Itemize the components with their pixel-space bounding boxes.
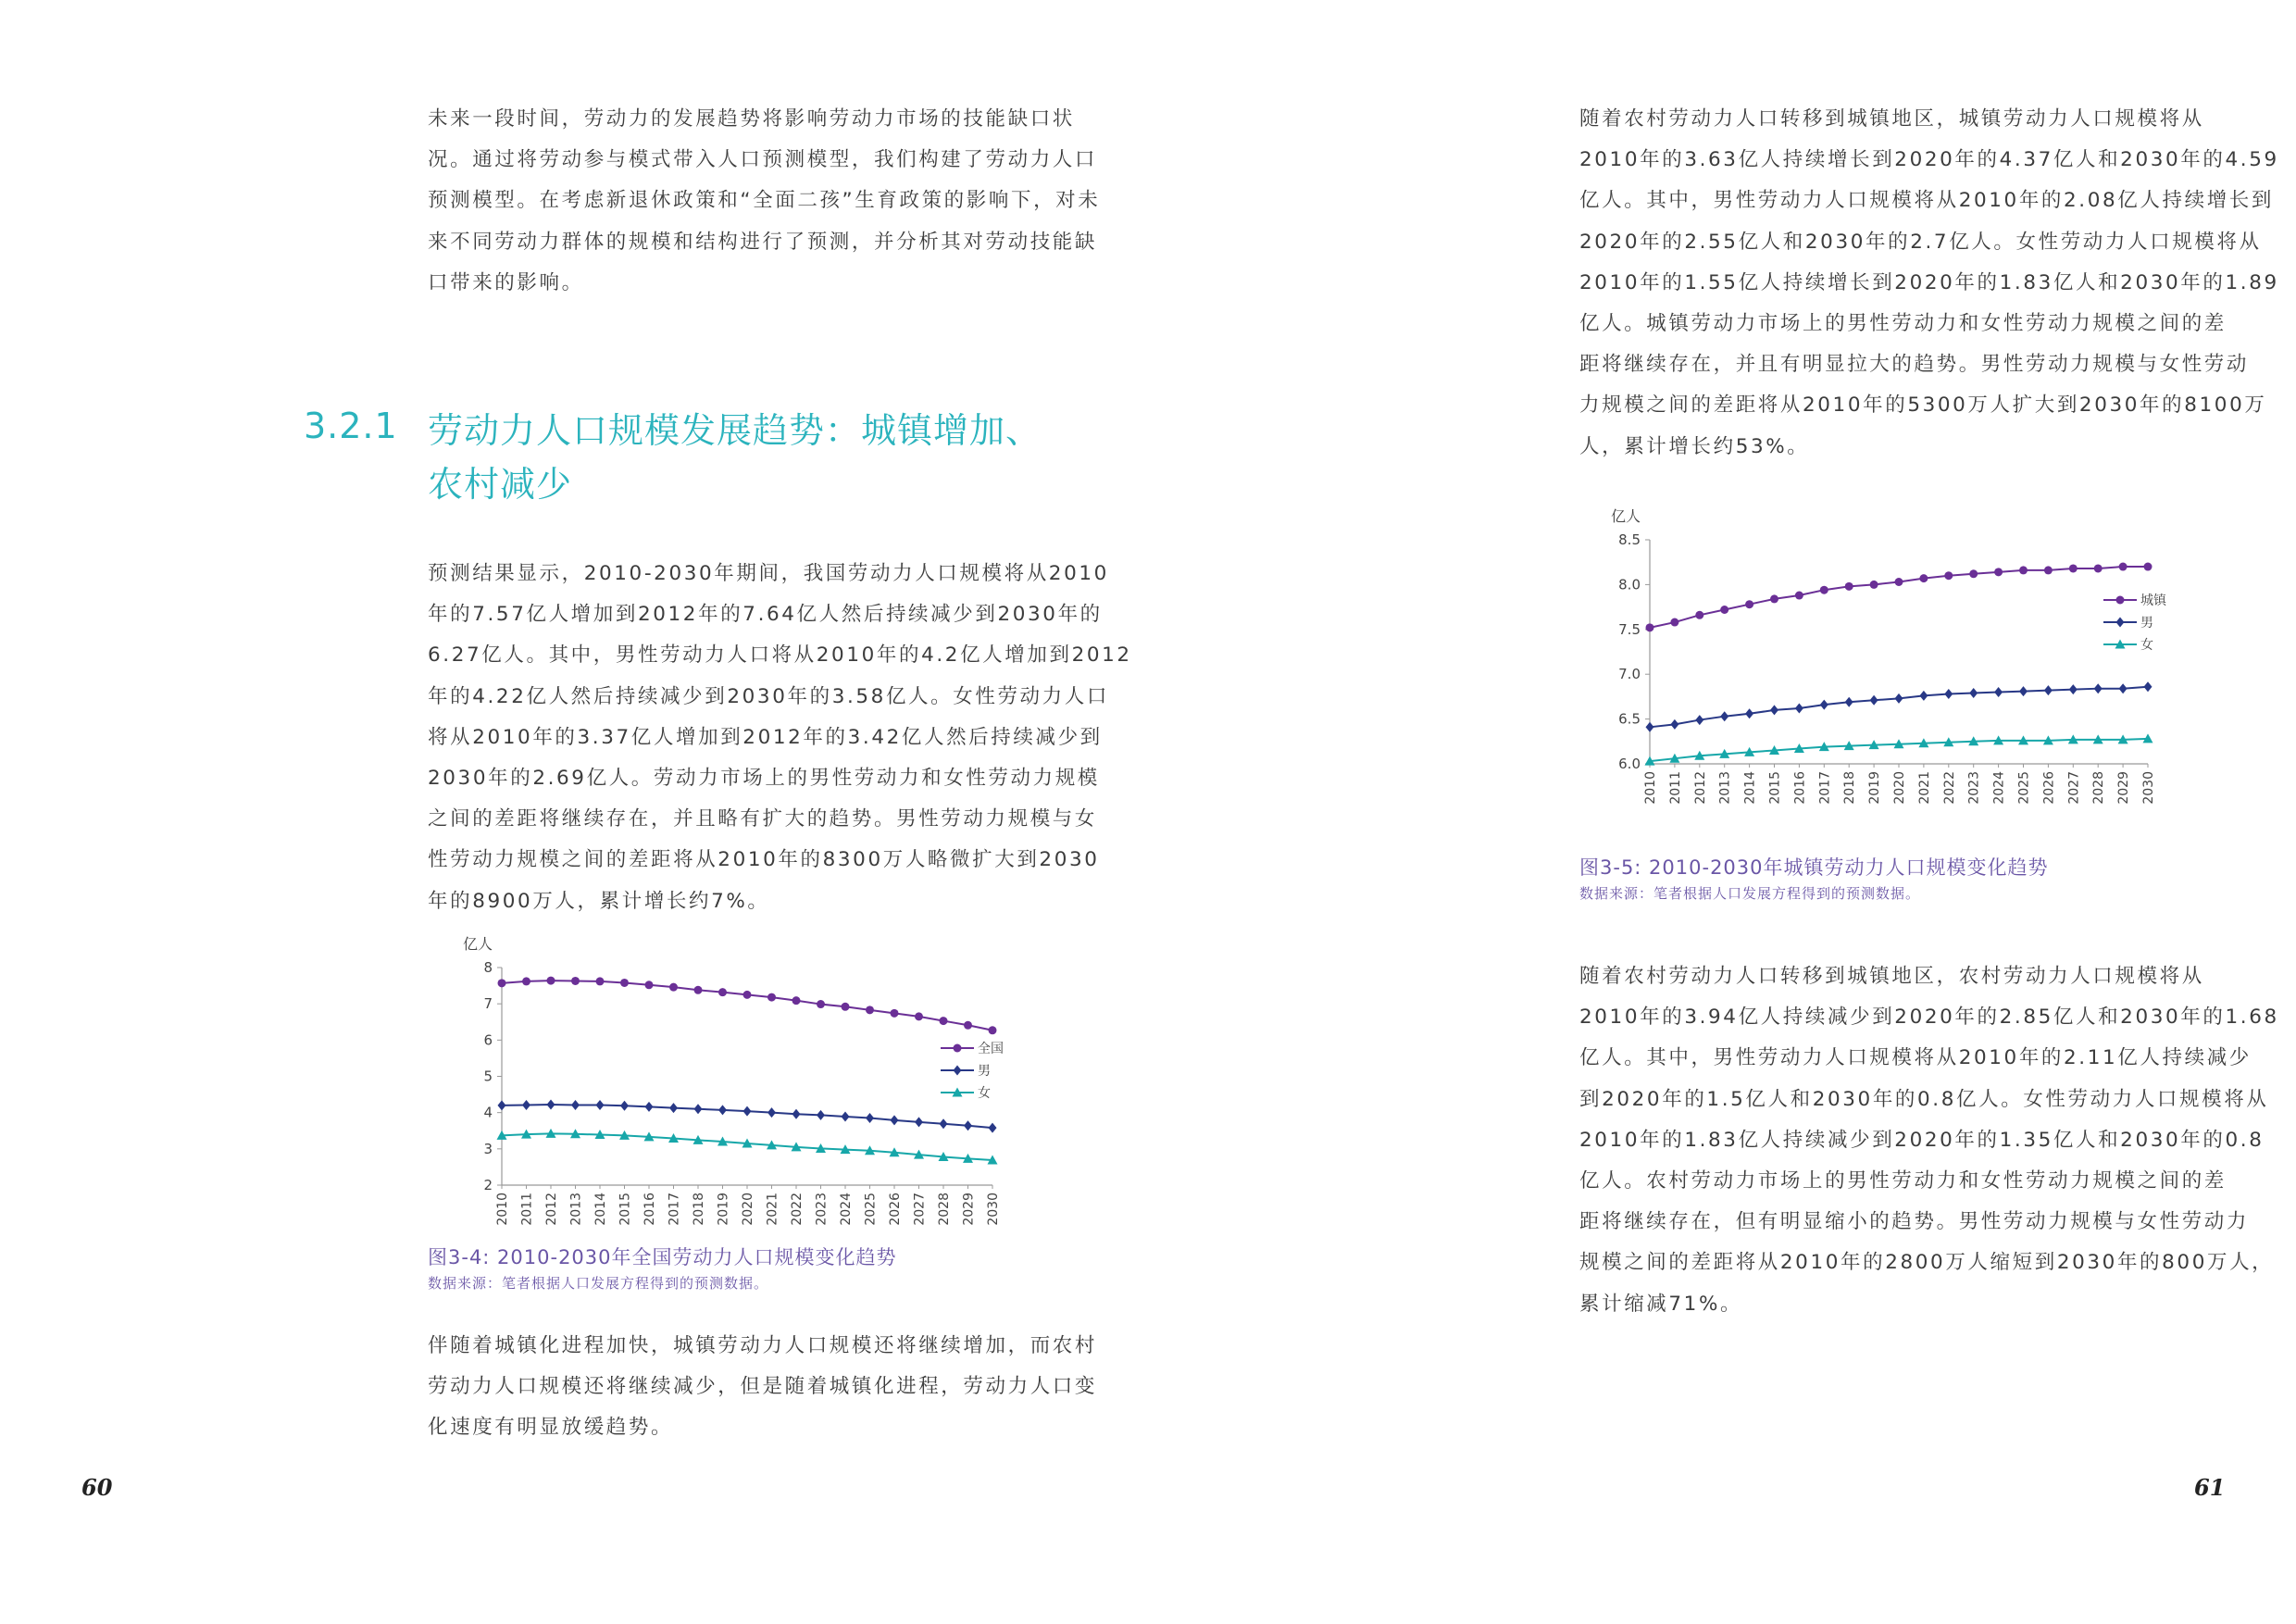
- y-tick-label: 8: [483, 959, 493, 976]
- text-line: 到2020年的1.5亿人和2030年的0.8亿人。女性劳动力人口规模将从: [1579, 1087, 2269, 1111]
- data-point: [694, 986, 703, 994]
- text-line: 年的7.57亿人增加到2012年的7.64亿人然后持续减少到2030年的: [428, 603, 1103, 627]
- data-point: [596, 1100, 605, 1110]
- x-tick-label: 2030: [2141, 771, 2156, 805]
- text-line: 力规模之间的差距将从2010年的5300万人扩大到2030年的8100万: [1579, 394, 2267, 418]
- data-point: [1670, 618, 1678, 627]
- data-point: [2019, 566, 2028, 574]
- data-point: [1870, 581, 1878, 589]
- data-point: [1670, 719, 1678, 730]
- urban-paragraph: [1579, 99, 2279, 468]
- data-point: [964, 1021, 972, 1030]
- x-tick-label: 2019: [1867, 771, 1883, 805]
- data-point: [1695, 611, 1703, 619]
- data-point: [940, 1118, 948, 1129]
- data-point: [645, 1102, 654, 1112]
- national-labor-chart: [435, 931, 1046, 1236]
- data-point: [1820, 700, 1828, 710]
- x-tick-label: 2023: [814, 1193, 830, 1226]
- urban-labor-chart: [1585, 505, 2196, 810]
- y-tick-label: 8.5: [1618, 531, 1641, 548]
- text-line: 将从2010年的3.37亿人增加到2012年的3.42亿人然后持续减少到: [428, 725, 1103, 749]
- data-point: [989, 1026, 997, 1034]
- legend-label: 全国: [978, 1042, 1004, 1056]
- x-tick-label: 2014: [593, 1193, 608, 1226]
- data-point: [1845, 697, 1853, 707]
- data-point: [743, 1106, 752, 1117]
- text-line: 来不同劳动力群体的规模和结构进行了预测，并分析其对劳动技能缺: [428, 230, 1098, 254]
- data-point: [2019, 686, 2028, 696]
- data-point: [2119, 683, 2128, 693]
- figure-source: 数据来源：笔者根据人口发展方程得到的预测数据。: [1579, 885, 1921, 902]
- x-tick-label: 2028: [937, 1193, 952, 1226]
- data-point: [620, 1101, 629, 1111]
- y-tick-label: 7: [483, 995, 493, 1013]
- data-point: [1944, 571, 1953, 580]
- text-line: 2010年的1.83亿人持续减少到2020年的1.35亿人和2030年的0.8: [1579, 1128, 2265, 1152]
- text-line: 年的4.22亿人然后持续减少到2030年的3.58亿人。女性劳动力人口: [428, 684, 1109, 708]
- series-女: [1645, 733, 2153, 765]
- section-number: 3.2.1: [304, 406, 398, 446]
- data-point: [2094, 564, 2103, 572]
- legend-label: 城镇: [2140, 593, 2166, 608]
- x-tick-label: 2024: [1991, 771, 2007, 805]
- x-tick-label: 2022: [790, 1193, 805, 1226]
- y-tick-label: 7.0: [1618, 666, 1641, 683]
- data-point: [743, 991, 752, 999]
- x-tick-label: 2029: [961, 1193, 977, 1226]
- text-line: 况。通过将劳动参与模式带入人口预测模型，我们构建了劳动力人口: [428, 148, 1098, 172]
- x-tick-label: 2014: [1742, 771, 1758, 805]
- x-tick-label: 2025: [863, 1193, 879, 1226]
- section-title-line: 劳动力人口规模发展趋势：城镇增加、: [428, 410, 1042, 451]
- legend-item: [941, 1042, 1004, 1056]
- y-tick-label: 5: [483, 1068, 493, 1085]
- data-point: [915, 1012, 923, 1020]
- data-point: [694, 1104, 703, 1114]
- x-tick-label: 2011: [1667, 771, 1683, 805]
- data-point: [1919, 691, 1928, 701]
- text-line: 亿人。其中，男性劳动力人口规模将从2010年的2.08亿人持续增长到: [1579, 189, 2274, 213]
- data-point: [2144, 563, 2152, 571]
- text-line: 性劳动力规模之间的差距将从2010年的8300万人略微扩大到2030: [428, 848, 1100, 872]
- text-line: 之间的差距将继续存在，并且略有扩大的趋势。男性劳动力规模与女: [428, 807, 1098, 831]
- text-line: 距将继续存在，但有明显缩小的趋势。男性劳动力规模与女性劳动力: [1579, 1210, 2250, 1234]
- series-城镇: [1646, 563, 2152, 632]
- x-tick-label: 2024: [839, 1193, 854, 1226]
- text-line: 随着农村劳动力人口转移到城镇地区，城镇劳动力人口规模将从: [1579, 107, 2204, 131]
- data-point: [767, 1107, 776, 1118]
- section-title: [428, 404, 1042, 511]
- data-point: [1646, 722, 1654, 732]
- data-point: [1770, 705, 1778, 715]
- x-tick-label: 2015: [1767, 771, 1783, 805]
- data-point: [964, 1120, 972, 1131]
- data-point: [1969, 569, 1978, 578]
- data-point: [718, 988, 727, 996]
- series-line: [502, 981, 992, 1031]
- data-point: [1994, 687, 2003, 697]
- text-line: 人，累计增长约53%。: [1579, 434, 1810, 458]
- x-tick-label: 2027: [2066, 771, 2082, 805]
- y-tick-label: 6: [483, 1031, 493, 1049]
- national-labor-chart-svg: [435, 931, 1046, 1236]
- x-tick-label: 2016: [643, 1193, 657, 1226]
- text-line: 亿人。城镇劳动力市场上的男性劳动力和女性劳动力规模之间的差: [1579, 312, 2227, 336]
- text-line: 化速度有明显放缓趋势。: [428, 1416, 674, 1440]
- x-tick-label: 2015: [618, 1193, 633, 1226]
- text-line: 亿人。农村劳动力市场上的男性劳动力和女性劳动力规模之间的差: [1579, 1169, 2227, 1193]
- data-point: [1720, 606, 1728, 614]
- x-tick-label: 2026: [2041, 771, 2057, 805]
- figure-caption: 图3-4: 2010-2030年全国劳动力人口规模变化趋势: [428, 1246, 897, 1268]
- text-line: 预测模型。在考虑新退休政策和“全面二孩”生育政策的影响下，对未: [428, 189, 1101, 213]
- data-point: [522, 1100, 530, 1110]
- page-number-right: 61: [2194, 1474, 2226, 1501]
- urban-labor-chart-svg: [1585, 505, 2196, 810]
- data-point: [1944, 689, 1953, 699]
- x-tick-label: 2013: [568, 1193, 584, 1226]
- x-tick-label: 2025: [2016, 771, 2032, 805]
- series-男: [498, 1100, 997, 1133]
- series-line: [1650, 567, 2148, 628]
- y-tick-label: 4: [483, 1104, 493, 1121]
- text-line: 2010年的3.94亿人持续减少到2020年的2.85亿人和2030年的1.68: [1579, 1006, 2279, 1030]
- text-line: 年的8900万人，累计增长约7%。: [428, 889, 770, 913]
- data-point: [522, 977, 530, 985]
- data-point: [940, 1017, 948, 1025]
- x-tick-label: 2012: [1692, 771, 1708, 805]
- data-point: [2044, 685, 2053, 695]
- x-tick-label: 2012: [544, 1193, 559, 1226]
- data-point: [2116, 596, 2125, 605]
- text-line: 预测结果显示，2010-2030年期间，我国劳动力人口规模将从2010: [428, 562, 1109, 585]
- series-全国: [498, 977, 997, 1035]
- data-point: [1969, 688, 1978, 698]
- text-line: 2010年的3.63亿人持续增长到2020年的4.37亿人和2030年的4.59: [1579, 148, 2279, 172]
- data-point: [547, 1100, 555, 1110]
- text-line: 累计缩减71%。: [1579, 1292, 1743, 1316]
- rural-paragraph: [1579, 956, 2279, 1325]
- y-tick-label: 6.0: [1618, 756, 1641, 772]
- figure-source: 数据来源：笔者根据人口发展方程得到的预测数据。: [428, 1275, 769, 1292]
- x-tick-label: 2017: [1817, 771, 1833, 805]
- data-point: [866, 1006, 874, 1014]
- legend-item: [2103, 616, 2153, 631]
- x-tick-label: 2028: [2091, 771, 2107, 805]
- data-point: [2119, 563, 2128, 571]
- x-tick-label: 2020: [1892, 771, 1907, 805]
- y-tick-label: 3: [483, 1140, 493, 1157]
- data-point: [817, 1110, 825, 1120]
- legend-label: 男: [2140, 616, 2153, 631]
- x-tick-label: 2018: [1842, 771, 1858, 805]
- text-line: 距将继续存在，并且有明显拉大的趋势。男性劳动力规模与女性劳动: [1579, 353, 2250, 377]
- page-number-left: 60: [81, 1474, 113, 1501]
- data-point: [954, 1066, 962, 1076]
- data-point: [1646, 623, 1654, 631]
- text-line: 规模之间的差距将从2010年的2800万人缩短到2030年的800万人，: [1579, 1251, 2275, 1275]
- data-point: [842, 1111, 850, 1121]
- text-line: 未来一段时间，劳动力的发展趋势将影响劳动力市场的技能缺口状: [428, 107, 1075, 131]
- body-paragraph: [428, 554, 1132, 922]
- figure-caption: 图3-5: 2010-2030年城镇劳动力人口规模变化趋势: [1579, 856, 2049, 879]
- x-tick-label: 2021: [765, 1193, 780, 1226]
- text-line: 2030年的2.69亿人。劳动力市场上的男性劳动力和女性劳动力规模: [428, 767, 1100, 791]
- data-point: [2069, 684, 2078, 694]
- data-point: [1820, 586, 1828, 594]
- y-tick-label: 8.0: [1618, 576, 1641, 593]
- legend-item: [2103, 638, 2153, 653]
- data-point: [915, 1117, 923, 1127]
- data-point: [1795, 592, 1803, 600]
- data-point: [866, 1113, 874, 1123]
- intro-paragraph: [428, 99, 1100, 304]
- section-title-line: 农村减少: [428, 464, 573, 505]
- x-tick-label: 2016: [1792, 771, 1808, 805]
- x-tick-label: 2010: [495, 1193, 510, 1226]
- data-point: [1895, 693, 1903, 704]
- y-tick-label: 2: [483, 1177, 493, 1193]
- text-line: 伴随着城镇化进程加快，城镇劳动力人口规模还将继续增加，而农村: [428, 1334, 1098, 1357]
- legend-item: [941, 1086, 991, 1101]
- data-point: [891, 1009, 899, 1018]
- data-point: [891, 1115, 899, 1125]
- data-point: [767, 993, 776, 1002]
- x-tick-label: 2022: [1941, 771, 1957, 805]
- x-tick-label: 2019: [716, 1193, 731, 1226]
- data-point: [792, 996, 801, 1005]
- data-point: [669, 1103, 678, 1113]
- data-point: [1895, 578, 1903, 586]
- data-point: [1770, 594, 1778, 603]
- data-point: [989, 1123, 997, 1133]
- data-point: [954, 1044, 962, 1053]
- data-point: [498, 979, 506, 987]
- series-女: [497, 1129, 998, 1165]
- data-point: [571, 977, 580, 985]
- legend-item: [2103, 593, 2167, 608]
- x-tick-label: 2017: [667, 1193, 682, 1226]
- text-line: 亿人。其中，男性劳动力人口规模将从2010年的2.11亿人持续减少: [1579, 1046, 2252, 1070]
- data-point: [1994, 568, 2003, 576]
- text-line: 劳动力人口规模还将继续减少，但是随着城镇化进程，劳动力人口变: [428, 1375, 1098, 1399]
- data-point: [1745, 708, 1753, 718]
- data-point: [817, 1000, 825, 1008]
- data-point: [2116, 618, 2125, 628]
- x-tick-label: 2013: [1717, 771, 1733, 805]
- legend-label: 女: [2140, 638, 2153, 653]
- data-point: [1919, 574, 1928, 582]
- text-line: 2020年的2.55亿人和2030年的2.7亿人。女性劳动力人口规模将从: [1579, 230, 2262, 254]
- x-tick-label: 2023: [1966, 771, 1982, 805]
- text-line: 随着农村劳动力人口转移到城镇地区，农村劳动力人口规模将从: [1579, 965, 2204, 988]
- y-axis-label: 亿人: [463, 935, 493, 953]
- data-point: [498, 1100, 506, 1110]
- data-point: [842, 1003, 850, 1011]
- data-point: [645, 981, 654, 989]
- x-tick-label: 2021: [1916, 771, 1932, 805]
- x-tick-label: 2010: [1643, 771, 1658, 805]
- text-line: 口带来的影响。: [428, 270, 584, 294]
- y-tick-label: 6.5: [1618, 710, 1641, 728]
- data-point: [1845, 582, 1853, 591]
- y-tick-label: 7.5: [1618, 620, 1641, 638]
- data-point: [2069, 564, 2078, 572]
- x-tick-label: 2018: [692, 1193, 706, 1226]
- x-tick-label: 2029: [2116, 771, 2132, 805]
- legend-label: 女: [978, 1086, 991, 1101]
- data-point: [2094, 683, 2103, 693]
- data-point: [718, 1105, 727, 1115]
- series-男: [1646, 681, 2152, 732]
- legend-label: 男: [978, 1064, 991, 1079]
- data-point: [2144, 681, 2152, 692]
- data-point: [547, 977, 555, 985]
- data-point: [1720, 711, 1728, 721]
- data-point: [1870, 695, 1878, 706]
- x-tick-label: 2020: [741, 1193, 755, 1226]
- data-point: [1745, 600, 1753, 608]
- data-point: [669, 983, 678, 992]
- closing-paragraph: [428, 1326, 1097, 1449]
- data-point: [1695, 715, 1703, 725]
- x-tick-label: 2011: [519, 1193, 535, 1226]
- data-point: [571, 1100, 580, 1110]
- data-point: [596, 977, 605, 985]
- x-tick-label: 2027: [912, 1193, 928, 1226]
- data-point: [2044, 566, 2053, 574]
- data-point: [620, 979, 629, 987]
- text-line: 6.27亿人。其中，男性劳动力人口将从2010年的4.2亿人增加到2012: [428, 643, 1132, 668]
- y-axis-label: 亿人: [1611, 507, 1641, 525]
- data-point: [1795, 703, 1803, 713]
- text-line: 2010年的1.55亿人持续增长到2020年的1.83亿人和2030年的1.89: [1579, 270, 2279, 294]
- data-point: [792, 1109, 801, 1119]
- legend-item: [941, 1064, 991, 1079]
- x-tick-label: 2026: [888, 1193, 903, 1226]
- x-tick-label: 2030: [986, 1193, 1001, 1226]
